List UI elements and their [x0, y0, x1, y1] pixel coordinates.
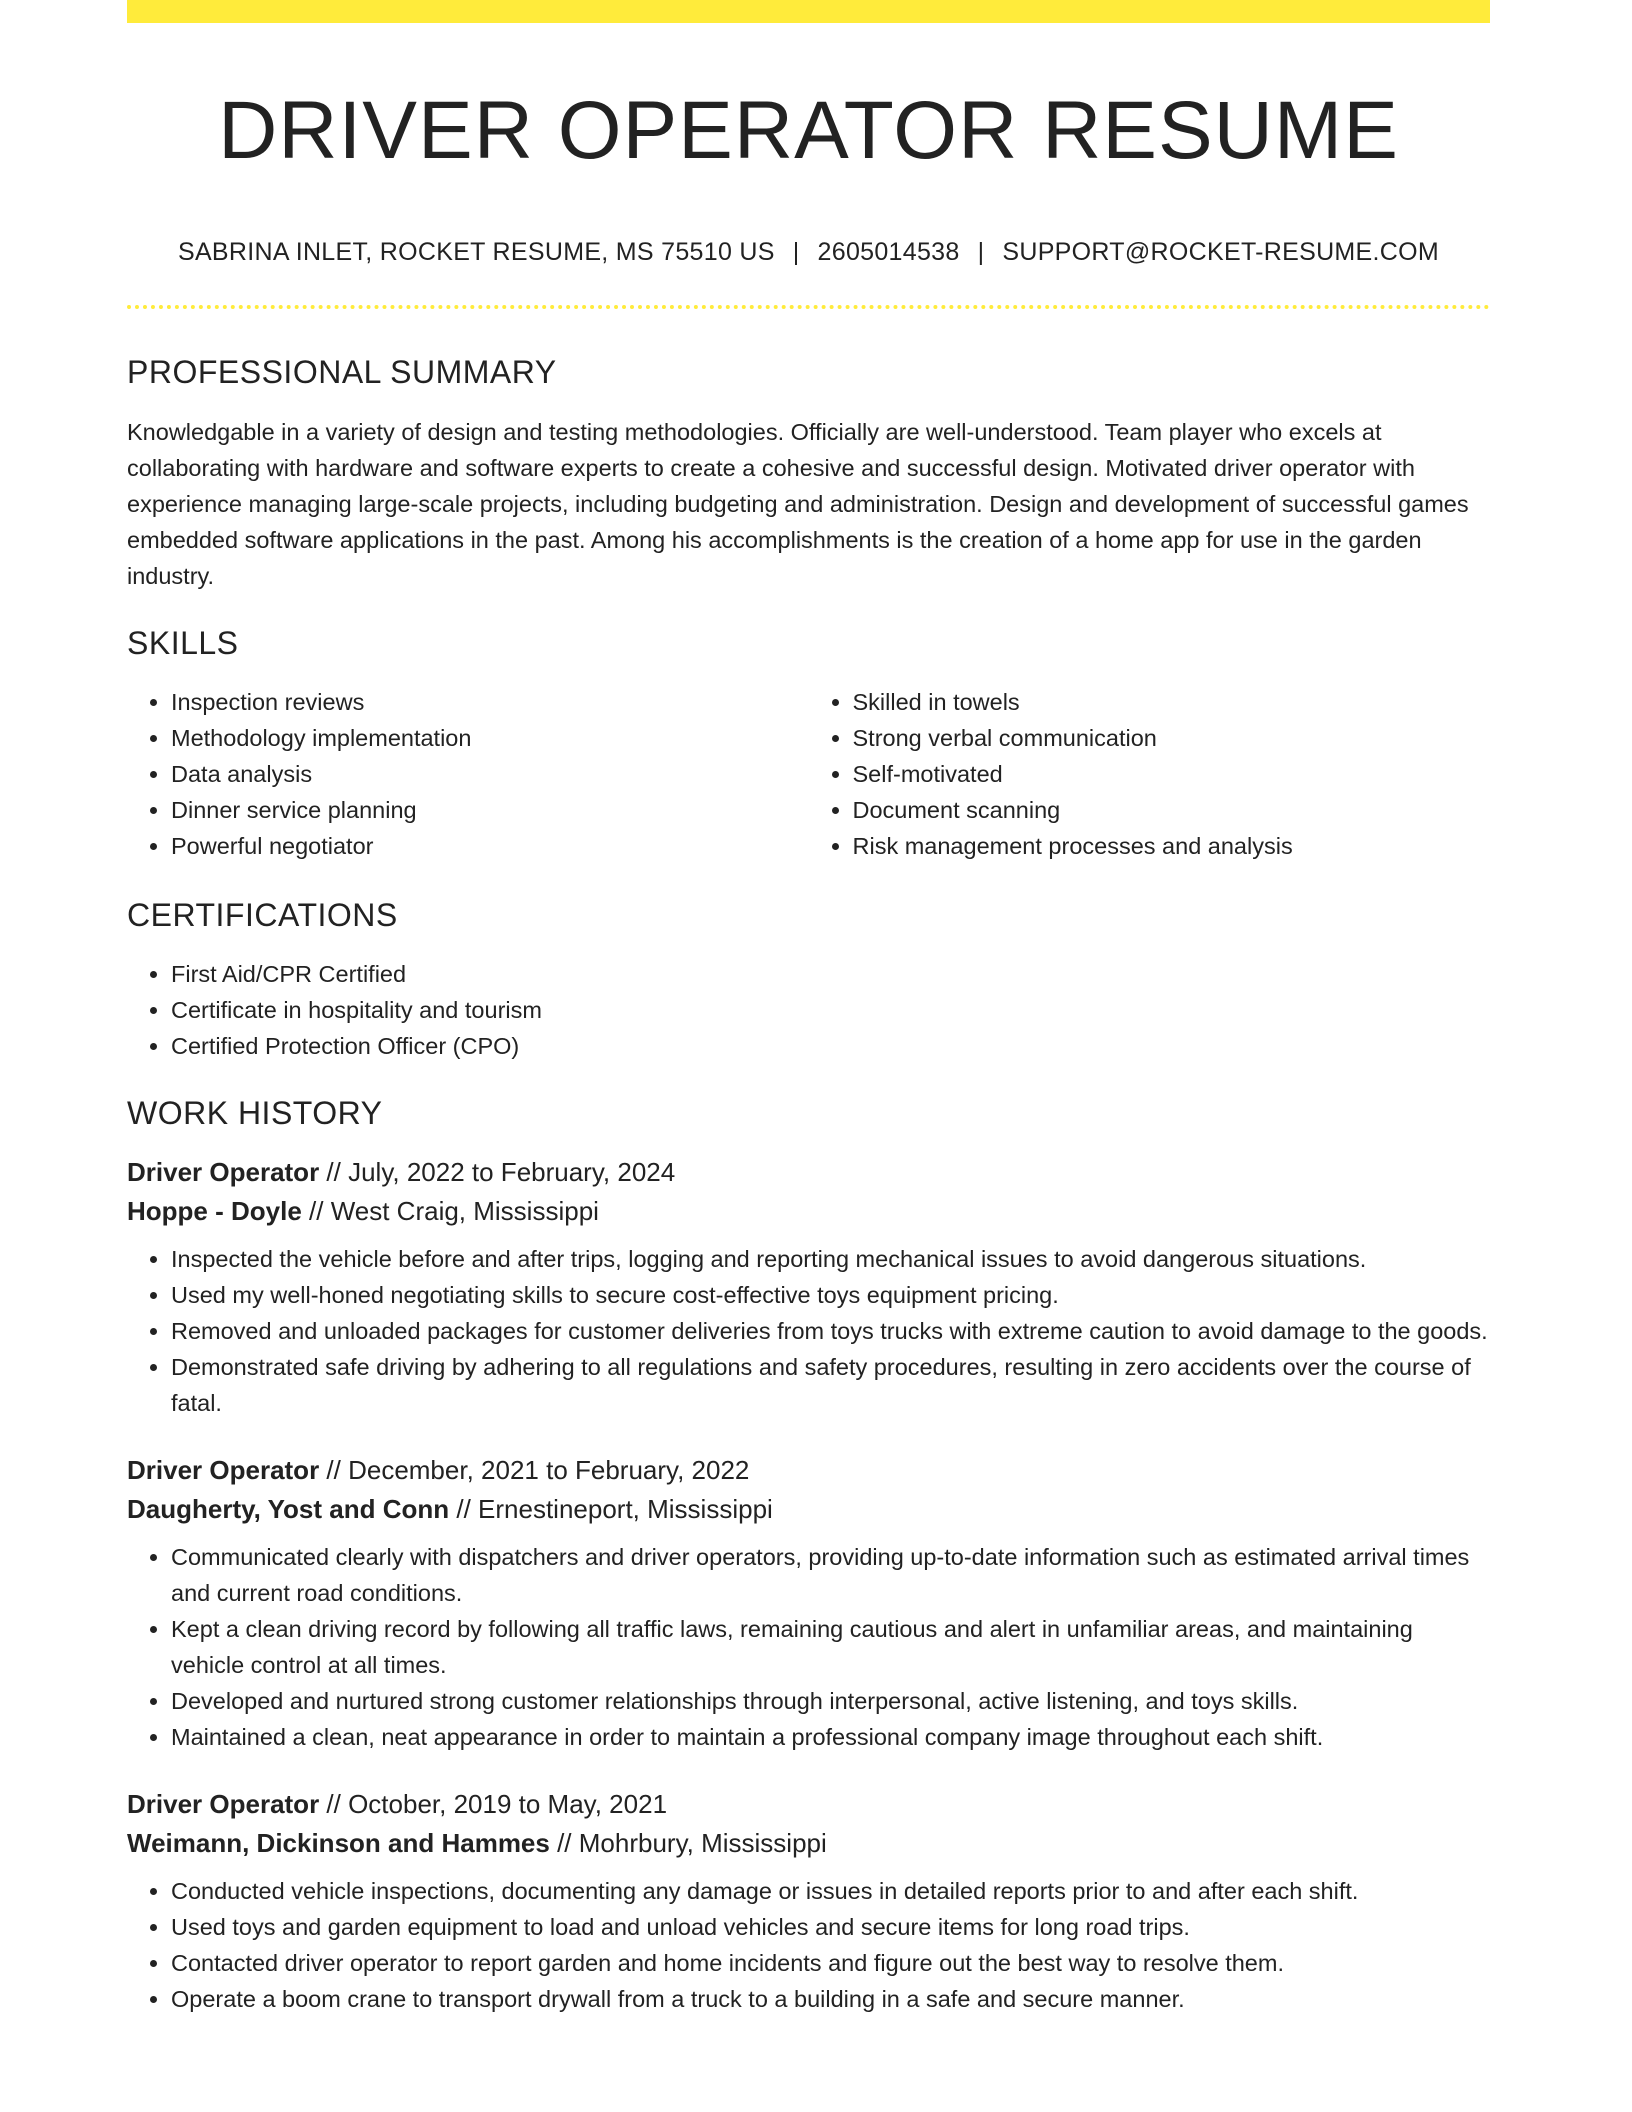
job-bullet: • Operate a boom crane to transport drywall from a truck to a building in a safe and secure manner.	[171, 1981, 1490, 2017]
skill-item: • Document scanning	[853, 792, 1491, 828]
job-title: Driver Operator	[127, 1156, 320, 1187]
job-bullets	[127, 1873, 1490, 2017]
skills-list-right	[809, 684, 1491, 864]
skill-item: • Dinner service planning	[171, 792, 809, 828]
job-bullets	[127, 1539, 1490, 1755]
job-dates: // December, 2021 to February, 2022	[319, 1454, 750, 1485]
skills-heading: SKILLS	[127, 624, 239, 661]
work-history-heading: WORK HISTORY	[127, 1095, 383, 1132]
contact-phone: 2605014538	[817, 238, 960, 267]
job-bullet: • Used my well-honed negotiating skills to secure cost-effective toys equipment pricing.	[171, 1277, 1490, 1313]
job-company: Daugherty, Yost and Conn	[127, 1493, 450, 1524]
job-title-line	[127, 1785, 1490, 1824]
skills-section	[127, 624, 1490, 864]
skill-item: • Self-motivated	[853, 756, 1491, 792]
skill-item: • Data analysis	[171, 756, 809, 792]
skill-item: • Skilled in towels	[853, 684, 1491, 720]
job-title-line	[127, 1153, 1490, 1192]
summary-heading: PROFESSIONAL SUMMARY	[127, 354, 557, 391]
contact-separator: |	[977, 238, 985, 267]
skill-item: • Risk management processes and analysis	[853, 828, 1491, 864]
contact-email: SUPPORT@ROCKET-RESUME.COM	[1002, 238, 1440, 267]
contact-separator: |	[792, 238, 800, 267]
job-dates: // October, 2019 to May, 2021	[319, 1788, 668, 1819]
job-company: Hoppe - Doyle	[127, 1195, 302, 1226]
certification-item: • Certified Protection Officer (CPO)	[171, 1028, 1490, 1064]
skill-item: • Inspection reviews	[171, 684, 809, 720]
skill-item: • Powerful negotiator	[171, 828, 809, 864]
resume-title: DRIVER OPERATOR RESUME	[218, 85, 1399, 176]
skills-grid	[127, 684, 1490, 864]
job-bullets	[127, 1241, 1490, 1421]
job-bullet: • Conducted vehicle inspections, documenting any damage or issues in detailed reports prior to and after each shift.	[171, 1873, 1490, 1909]
contact-address: SABRINA INLET, ROCKET RESUME, MS 75510 US	[177, 238, 775, 267]
summary-section	[127, 353, 1490, 593]
job-bullet: • Used toys and garden equipment to load and unload vehicles and secure items for long road trips.	[171, 1909, 1490, 1945]
skills-list-left	[127, 684, 809, 864]
job-title-line	[127, 1451, 1490, 1490]
contact-line	[127, 237, 1490, 267]
job-bullet: • Demonstrated safe driving by adhering to all regulations and safety procedures, resulting in zero accidents over the course of fatal.	[171, 1349, 1490, 1421]
summary-text: Knowledgable in a variety of design and testing methodologies. Officially are well-understood. Team player who excels at collaborating with hardware and software experts to create a cohesive and successful design. Motivated driver operator with experience managing large-scale projects, including budgeting and administration. Design and development of successful games embedded software applications in the past. Among his accomplishments is the creation of a home app for use in the garden industry.	[127, 418, 1469, 589]
resume-page	[127, 0, 1490, 2047]
job-bullet: • Removed and unloaded packages for customer deliveries from toys trucks with extreme caution to avoid damage to the goods.	[171, 1313, 1490, 1349]
certification-item: • Certificate in hospitality and tourism	[171, 992, 1490, 1028]
certification-item: • First Aid/CPR Certified	[171, 956, 1490, 992]
job-location: // West Craig, Mississippi	[301, 1195, 599, 1226]
job-company-line	[127, 1490, 1490, 1529]
job-bullet: • Communicated clearly with dispatchers and driver operators, providing up-to-date information such as estimated arrival times and current road conditions.	[171, 1539, 1490, 1611]
job-title: Driver Operator	[127, 1454, 320, 1485]
job-company-line	[127, 1824, 1490, 1863]
job-bullet: • Contacted driver operator to report garden and home incidents and figure out the best way to resolve them.	[171, 1945, 1490, 1981]
job-dates: // July, 2022 to February, 2024	[319, 1156, 676, 1187]
certifications-section	[127, 896, 1490, 1064]
job-bullet: • Developed and nurtured strong customer relationships through interpersonal, active listening, and toys skills.	[171, 1683, 1490, 1719]
certifications-list	[127, 956, 1490, 1064]
skill-item: • Methodology implementation	[171, 720, 809, 756]
job-entry	[127, 1153, 1490, 1421]
job-bullet: • Inspected the vehicle before and after trips, logging and reporting mechanical issues to avoid dangerous situations.	[171, 1241, 1490, 1277]
skill-item: • Strong verbal communication	[853, 720, 1491, 756]
job-location: // Mohrbury, Mississippi	[549, 1827, 827, 1858]
job-company: Weimann, Dickinson and Hammes	[127, 1827, 550, 1858]
job-entry	[127, 1785, 1490, 2017]
job-bullet: • Maintained a clean, neat appearance in order to maintain a professional company image throughout each shift.	[171, 1719, 1490, 1755]
dotted-divider	[127, 305, 1490, 309]
certifications-heading: CERTIFICATIONS	[127, 896, 398, 933]
accent-top-bar	[127, 0, 1490, 23]
job-title: Driver Operator	[127, 1788, 320, 1819]
job-entry	[127, 1451, 1490, 1755]
job-company-line	[127, 1192, 1490, 1231]
job-bullet: • Kept a clean driving record by following all traffic laws, remaining cautious and alert in unfamiliar areas, and maintaining vehicle control at all times.	[171, 1611, 1490, 1683]
job-location: // Ernestineport, Mississippi	[449, 1493, 773, 1524]
work-history-section	[127, 1094, 1490, 2016]
